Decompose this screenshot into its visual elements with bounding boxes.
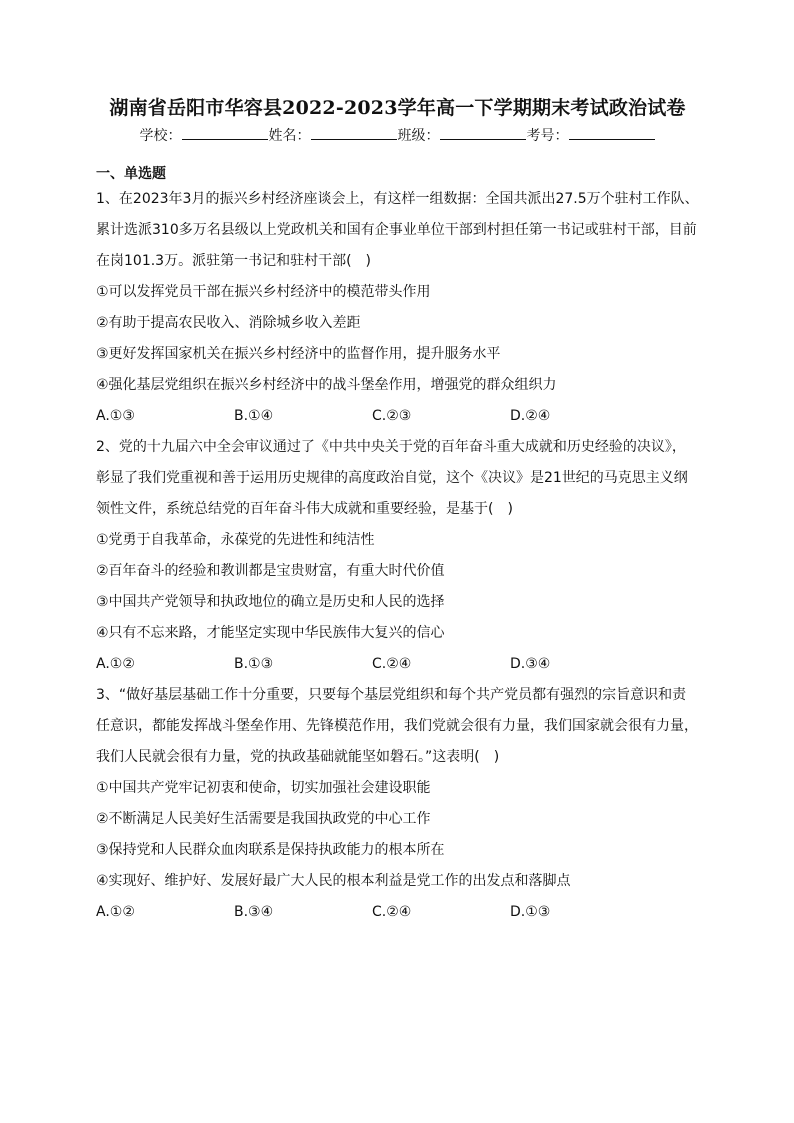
question-stem: 2、党的十九届六中全会审议通过了《中共中央关于党的百年奋斗重大成就和历史经验的决议》，彰显了我们党重视和善于运用历史规律的高度政治自觉，这个《决议》是21世纪的马克思主义纲领性文件，系统总结党的百年奋斗伟大成就和重要经验，是基于( ) [96,439,688,517]
statement-option: ③更好发挥国家机关在振兴乡村经济中的监督作用，提升服务水平 [96,346,501,362]
name-blank [311,125,397,140]
name-field [269,125,398,146]
question-stem: 1、在2023年3月的振兴乡村经济座谈会上，有这样一组数据：全国共派出27.5万个驻村工作队、累计选派310多万名县级以上党政机关和国有企事业单位干部到村担任第一书记或驻村干部，目前在岗101.3万。派驻第一书记和驻村干部( ) [96,191,699,269]
statement-option: ③保持党和人民群众血肉联系是保持执政能力的根本所在 [96,842,445,858]
section-title: 一、单选题 [96,166,166,182]
statement-option: ①中国共产党牢记初衷和使命，切实加强社会建设职能 [96,780,431,796]
answer-choice-a: A.①② [96,904,135,920]
answer-choices [96,401,699,432]
answer-choices [96,897,699,928]
answer-choice-b: B.①④ [234,408,274,424]
answer-choice-c: C.②④ [372,904,412,920]
answer-choice-a: A.①③ [96,408,135,424]
exam-title: 湖南省岳阳市华容县2022-2023学年高一下学期期末考试政治试卷 [109,97,686,119]
exam-number-blank [569,125,655,140]
question-2 [96,432,699,680]
answer-choice-a: A.①② [96,656,135,672]
statement-option: ②不断满足人民美好生活需要是我国执政党的中心工作 [96,811,431,827]
school-blank [182,125,268,140]
statement-option: ①党勇于自我革命，永葆党的先进性和纯洁性 [96,532,375,548]
answer-choice-c: C.②④ [372,656,412,672]
answer-choice-d: D.②④ [510,408,551,424]
statement-option: ①可以发挥党员干部在振兴乡村经济中的模范带头作用 [96,284,431,300]
class-blank [440,125,526,140]
statement-option: ②百年奋斗的经验和教训都是宝贵财富，有重大时代价值 [96,563,445,579]
question-1 [96,184,699,432]
question-3 [96,680,699,928]
exam-number-field [527,125,656,146]
statement-option: ②有助于提高农民收入、消除城乡收入差距 [96,315,361,331]
school-field [140,125,269,146]
answer-choice-b: B.①③ [234,656,274,672]
statement-option: ④实现好、维护好、发展好最广大人民的根本利益是党工作的出发点和落脚点 [96,873,571,889]
statement-option: ④只有不忘来路，才能坚定实现中华民族伟大复兴的信心 [96,625,445,641]
answer-choice-c: C.②③ [372,408,412,424]
answer-choice-b: B.③④ [234,904,274,920]
answer-choice-d: D.③④ [510,656,551,672]
class-label: 班级： [397,128,440,144]
name-label: 姓名： [268,128,311,144]
question-stem: 3、“做好基层基础工作十分重要，只要每个基层党组织和每个共产党员都有强烈的宗旨意识和责任意识，都能发挥战斗堡垒作用、先锋模范作用，我们党就会很有力量，我们国家就会很有力量，我们人民就会很有力量，党的执政基础就能坚如磐石。”这表明( ) [96,687,698,765]
class-field [398,125,527,146]
statement-option: ③中国共产党领导和执政地位的确立是历史和人民的选择 [96,594,445,610]
exam-number-label: 考号： [526,128,569,144]
answer-choice-d: D.①③ [510,904,551,920]
statement-option: ④强化基层党组织在振兴乡村经济中的战斗堡垒作用，增强党的群众组织力 [96,377,557,393]
school-label: 学校： [139,128,182,144]
answer-choices [96,649,699,680]
student-info-line [96,125,699,146]
